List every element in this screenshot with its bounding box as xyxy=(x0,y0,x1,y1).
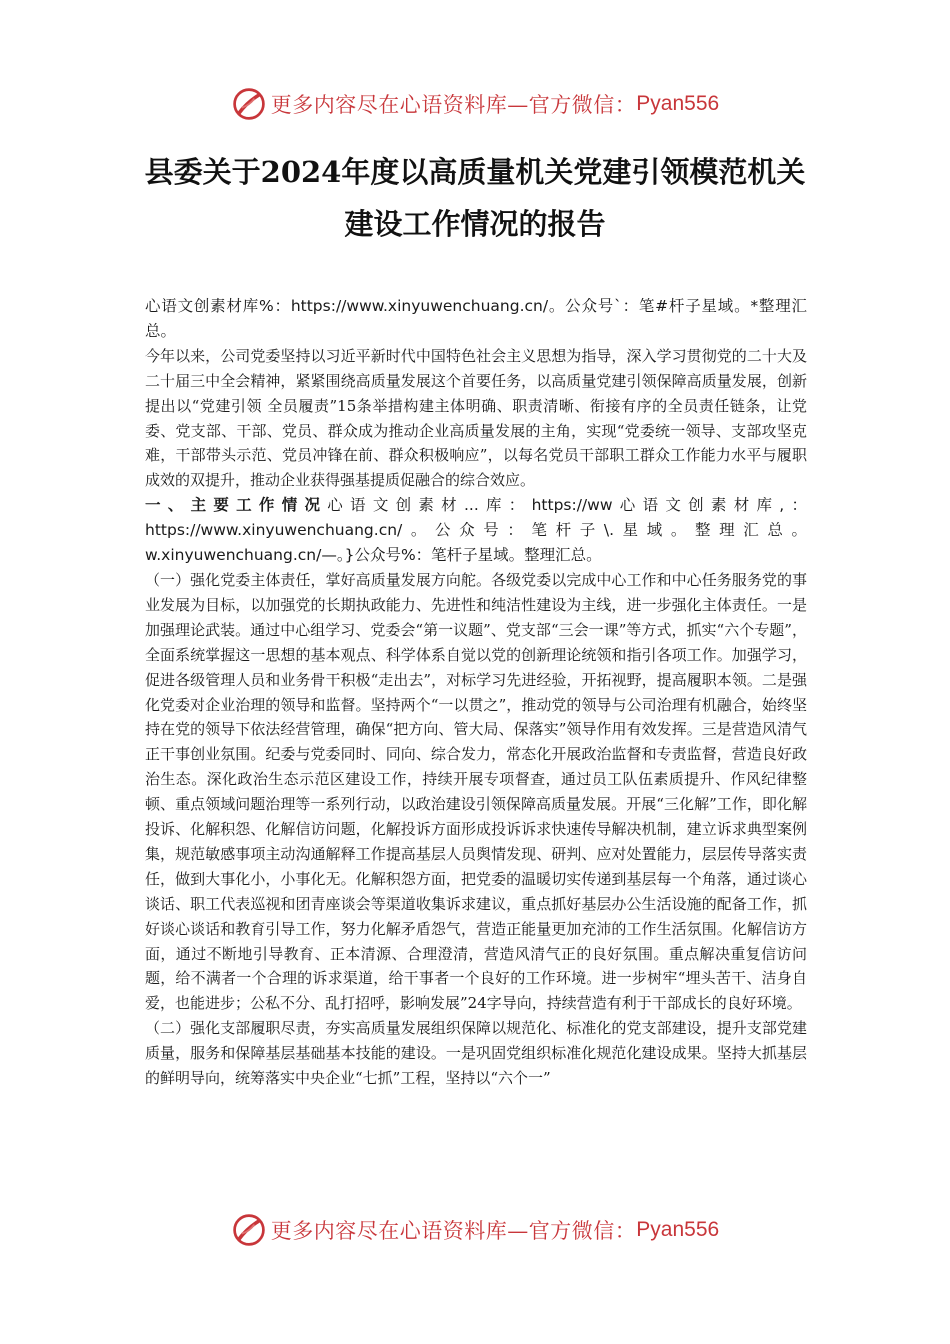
banner-wechat-id: Pyan556 xyxy=(636,1218,720,1241)
document-title xyxy=(100,146,850,250)
brush-logo-icon xyxy=(231,1212,267,1248)
title-line-1: 县委关于2024年度以高质量机关党建引领模范机关 xyxy=(144,155,806,189)
banner-text: 更多内容尽在心语资料库—官方微信： xyxy=(270,93,637,117)
brush-logo-icon xyxy=(231,86,267,122)
paragraph-1: （一）强化党委主体责任，掌好高质量发展方向舵。各级党委以完成中心工作和中心任务服务党的事业发展为目标，以加强党的长期执政能力、先进性和纯洁性建设为主线，进一步强化主体责任。一是加强理论武装。通过中心组学习、党委会“第一议题”、党支部“三会一课”等方式，抓实“六个专题”，全面系统掌握这一思想的基本观点、科学体系自觉以党的创新理论统领和指引各项工作。加强学习，促进各级管理人员和业务骨干积极“走出去”，对标学习先进经验，开拓视野，提高履职本领。二是强化党委对企业治理的领导和监督。坚持两个“一以贯之”，推动党的领导与公司治理有机融合，始终坚持在党的领导下依法经营管理，确保“把方向、管大局、保落实”领导作用有效发挥。三是营造风清气正干事创业氛围。纪委与党委同时、同向、综合发力，常态化开展政治监督和专责监督，营造良好政治生态。深化政治生态示范区建设工作，持续开展专项督查，通过员工队伍素质提升、作风纪律整顿、重点领域问题治理等一系列行动，以政治建设引领保障高质量发展。开展“三化解”工作，即化解投诉、化解积怨、化解信访问题，化解投诉方面形成投诉诉求快速传导解决机制，建立诉求典型案例集，规范敏感事项主动沟通解释工作提高基层人员舆情发现、研判、应对处置能力，层层传导落实责任，做到大事化小，小事化无。化解积怨方面，把党委的温暖切实传递到基层每一个角落，通过谈心谈话、职工代表巡视和团青座谈会等渠道收集诉求建议，重点抓好基层办公生活设施的配备工作，抓好谈心谈话和教育引导工作，努力化解矛盾怨气，营造正能量更加充沛的工作生活氛围。化解信访方面，通过不断地引导教育、正本清源、合理澄清，营造风清气正的良好氛围。重点解决重复信访问题，给不满者一个合理的诉求渠道，给干事者一个良好的工作环境。进一步树牢“埋头苦干、洁身自爱，也能进步；公私不分、乱打招呼，影响发展”24字导向，持续营造有利于干部成长的良好环境。 xyxy=(145,570,807,1013)
banner-text: 更多内容尽在心语资料库—官方微信： xyxy=(270,1219,637,1243)
document-body xyxy=(145,294,807,1091)
section-heading xyxy=(145,493,807,568)
paragraph-2: （二）强化支部履职尽责，夯实高质量发展组织保障以规范化、标准化的党支部建设，提升支部党建质量，服务和保障基层基础基本技能的建设。一是巩固党组织标准化规范化建设成果。坚持大抓基层的鲜明导向，统筹落实中央企业“七抓”工程，坚持以“六个一” xyxy=(145,1019,807,1088)
title-line-2: 建设工作情况的报告 xyxy=(344,207,606,241)
footer-watermark-banner xyxy=(0,1208,950,1252)
header-watermark-banner xyxy=(0,82,950,126)
section-heading-noise: 心语文创素材...库：https://ww心语文创素材库,：https://www.xinyuwenchuang.cn/。公众号：笔杆子\.星域。整理汇总。w.xinyuwenchuang.cn/—。}公众号%：笔杆子星域。整理汇总。 xyxy=(145,496,807,565)
intro-paragraph: 今年以来，公司党委坚持以习近平新时代中国特色社会主义思想为指导，深入学习贯彻党的二十大及二十届三中全会精神，紧紧围绕高质量发展这个首要任务，以高质量党建引领保障高质量发展，创新提出以“党建引领 全员履责”15条举措构建主体明确、职责清晰、衔接有序的全员责任链条，让党委、党支部、干部、党员、群众成为推动企业高质量发展的主角，实现“党委统一领导、支部攻坚克难，干部带头示范、党员冲锋在前、群众积极响应”，以每名党员干部职工群众工作能力水平与履职成效的双提升，推动企业获得强基提质促融合的综合效应。 xyxy=(145,346,807,490)
section-heading-title: 一、主要工作情况 xyxy=(145,496,328,515)
source-note: 心语文创素材库%：https://www.xinyuwenchuang.cn/。公众号`：笔#杆子星域。*整理汇总。 xyxy=(145,297,807,340)
banner-wechat-id: Pyan556 xyxy=(636,92,720,115)
